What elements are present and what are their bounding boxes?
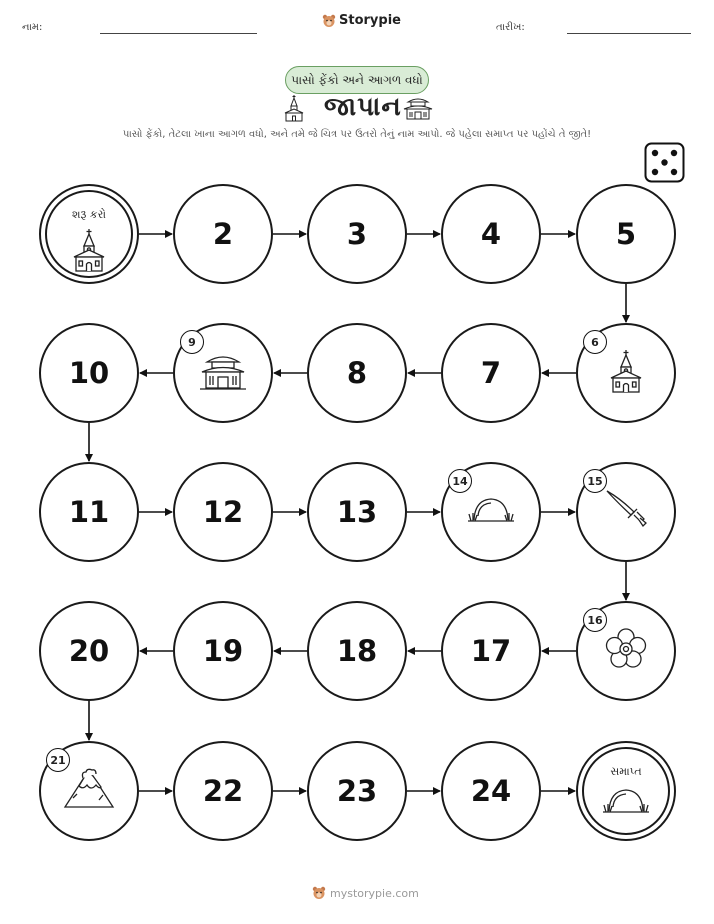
space-number-badge: 14 — [448, 469, 472, 493]
space-number: 24 — [470, 774, 512, 808]
start-label: શરૂ કરો — [71, 208, 107, 221]
space-number-badge: 15 — [583, 469, 607, 493]
footer — [312, 886, 419, 900]
name-label: નામ: — [22, 22, 43, 33]
board-space[interactable] — [307, 462, 407, 562]
bear-icon — [312, 886, 326, 900]
pagoda-icon — [198, 352, 248, 394]
board-space[interactable] — [576, 601, 676, 701]
board-space[interactable] — [173, 323, 273, 423]
sword-icon — [603, 488, 649, 536]
board-space[interactable] — [39, 741, 139, 841]
board-space[interactable] — [173, 462, 273, 562]
brand-name: Storypie — [339, 13, 401, 28]
board-space[interactable] — [307, 741, 407, 841]
space-number: 3 — [346, 217, 368, 251]
board-space[interactable] — [441, 462, 541, 562]
space-number: 12 — [202, 495, 244, 529]
space-number: 8 — [346, 356, 368, 390]
space-number: 20 — [68, 634, 110, 668]
space-number: 23 — [336, 774, 378, 808]
flower-icon — [603, 626, 649, 676]
church-icon — [608, 349, 644, 397]
board-space[interactable] — [307, 184, 407, 284]
page-title: જાપાન — [324, 92, 402, 122]
board-space[interactable] — [441, 601, 541, 701]
board-space[interactable] — [441, 741, 541, 841]
board-space[interactable] — [576, 184, 676, 284]
mountain-icon — [63, 768, 115, 814]
space-number: 5 — [615, 217, 637, 251]
space-number: 11 — [68, 495, 110, 529]
space-number: 13 — [336, 495, 378, 529]
board-space[interactable] — [576, 323, 676, 423]
space-number: 10 — [68, 356, 110, 390]
footer-url: mystorypie.com — [330, 886, 419, 900]
church-icon — [71, 228, 107, 276]
subtitle-pill: પાસો ફેંકો અને આગળ વધો — [285, 66, 429, 94]
board-space[interactable] — [173, 184, 273, 284]
space-number: 18 — [336, 634, 378, 668]
space-number: 22 — [202, 774, 244, 808]
finish-label: સમાપ્ત — [610, 765, 642, 778]
board-space[interactable] — [307, 323, 407, 423]
board-space[interactable] — [39, 601, 139, 701]
board-space[interactable] — [441, 323, 541, 423]
board-space[interactable] — [173, 741, 273, 841]
hot-spring-icon — [601, 785, 651, 821]
space-number: 17 — [470, 634, 512, 668]
finish-space[interactable] — [576, 741, 676, 841]
space-number: 4 — [480, 217, 502, 251]
start-space[interactable] — [39, 184, 139, 284]
space-number-badge: 21 — [46, 748, 70, 772]
space-number-badge: 6 — [583, 330, 607, 354]
instructions: પાસો ફેંકો, તેટલા ખાના આગળ વધો, અને તમે જે ચિત્ર પર ઉતરો તેનું નામ આપો. જે પહેલા સમાપ્ત પર પહોંચે તે જીતે! — [122, 129, 592, 140]
board-space[interactable] — [39, 323, 139, 423]
board-space[interactable] — [173, 601, 273, 701]
space-number-badge: 16 — [583, 608, 607, 632]
board-space[interactable] — [39, 462, 139, 562]
space-number: 19 — [202, 634, 244, 668]
board-space[interactable] — [576, 462, 676, 562]
board-space[interactable] — [307, 601, 407, 701]
board-space[interactable] — [441, 184, 541, 284]
space-number: 2 — [212, 217, 234, 251]
hot-spring-icon — [466, 494, 516, 530]
date-label: તારીખ: — [496, 22, 525, 33]
space-number: 7 — [480, 356, 502, 390]
space-number-badge: 9 — [180, 330, 204, 354]
